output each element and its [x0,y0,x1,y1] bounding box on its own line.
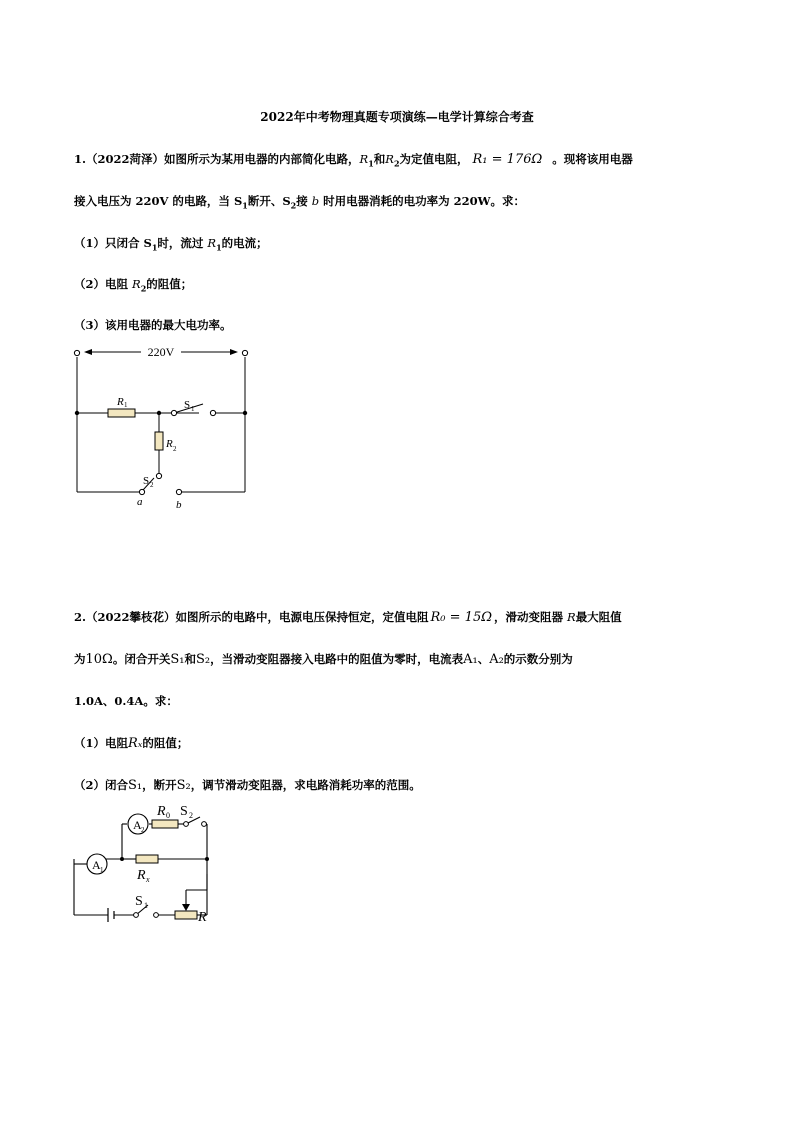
sub: 1 [151,242,158,253]
page-title: 2022年中考物理真题专项演练—电学计算综合考查 [260,110,534,124]
label-s2: S [180,804,188,819]
label-a1-sub: 1 [100,866,104,874]
q2-text: 、 [477,652,490,666]
q1-sub1 [74,236,268,254]
q2-text: 的阻值； [142,736,189,750]
var-r: R [385,152,394,166]
label-s1: S [135,894,143,909]
voltage-label: 220V [147,345,175,359]
q1-line2 [74,194,525,212]
label-a2-sub: 2 [141,826,145,834]
label-r0: R [157,804,166,819]
label-rx-sub: x [146,875,150,884]
q2-text: ，断开 [142,778,177,792]
q1-text: 接 [296,194,312,208]
switch-s1: S₁ [170,652,185,667]
terminal-left [74,350,79,355]
equation-max-r: 10Ω [85,652,113,667]
q2-text: 的示数分别为 [503,652,573,666]
q2-text: 2.（2022攀枝花）如图所示的电路中，电源电压保持恒定，定值电阻 [74,610,429,624]
q1-text: 接入电压为 220V 的电路，当 S [74,194,243,208]
var-r: R [359,152,369,166]
q1-text: 1.（2022菏泽）如图所示为某用电器的内部简化电路， [74,152,360,166]
ammeter-a2: A₂ [489,652,504,667]
label-s2-sub: 2 [189,811,193,820]
q2-text: 为 [74,652,86,666]
q1-text: 时，流过 [157,236,208,250]
q2-text: （2）闭合 [74,778,129,792]
q2-line3: 1.0A、0.4A。求： [74,694,178,708]
label-rx: R [137,868,146,883]
q1-text: 和 [373,152,386,166]
q2-sub1 [74,736,188,751]
resistor-r2 [155,432,163,450]
q2-text: 最大阻值 [575,610,622,624]
label-r: R [198,910,207,925]
q2-text: （1）电阻 [74,736,129,750]
switch-s2: S₂ [195,652,211,667]
q1-text: 的电流； [221,236,268,250]
q1-text: 时用电器消耗的电功率为 220W。求： [319,194,526,208]
rheostat-r [175,911,197,919]
var-b: b [311,194,320,208]
sub: 2 [290,200,297,211]
switch-s2: S₂ [176,778,191,793]
var-r: R [132,277,141,291]
circuit-diagram-2 [62,802,222,930]
label-r1: R [117,396,124,408]
equation-r1: R₁ = 176Ω [472,152,543,167]
q2-text: ，滑动变阻器 [494,610,568,624]
var-r: R [207,236,217,250]
q2-text: ，当滑动变阻器接入电路中的阻值为零时，电流表 [210,652,464,666]
q2-line1 [74,610,622,625]
sub: 1 [368,158,374,169]
label-s2-sub: 2 [150,481,154,489]
label-s1-sub: 1 [144,901,148,910]
ammeter-a1: A₁ [463,652,478,667]
q1-text: 。现将该用电器 [552,152,633,166]
resistor-r1 [108,409,135,417]
q1-text: 的阻值； [146,277,193,291]
q1-text: 断开、S [247,194,291,208]
label-a1: A [92,858,101,872]
equation-r0: R₀ = 15Ω [430,610,492,625]
label-r2-sub: 2 [173,445,177,453]
label-a2: A [133,818,142,832]
label-r2: R [166,438,173,450]
label-s1-sub: 1 [191,405,195,413]
circuit-diagram-1 [66,340,261,515]
sub: 2 [140,283,147,294]
sub: 1 [242,200,248,211]
q2-text: 。闭合开关 [112,652,171,666]
sub: 1 [216,242,222,253]
resistor-r0 [152,820,178,828]
resistor-rx [136,855,158,863]
label-s1: S [184,399,191,411]
q1-sub2 [74,277,192,295]
q1-text: （2）电阻 [74,277,133,291]
terminal-right [242,350,247,355]
q2-text: ，调节滑动变阻器，求电路消耗功率的范围。 [190,778,421,792]
equation-rx: Rₓ [128,736,143,751]
q1-text: （1）只闭合 S [74,236,152,250]
var-r: R [567,610,576,624]
q1-sub3: （3）该用电器的最大电功率。 [74,318,232,332]
label-b: b [176,499,182,511]
label-r0-sub: 0 [166,811,170,820]
sub: 2 [393,158,400,169]
q1-text: 为定值电阻， [399,152,469,166]
label-r1-sub: 1 [124,401,128,409]
q2-text: 和 [184,652,196,666]
q2-line2 [74,652,573,667]
label-s2: S [143,475,150,487]
switch-s1: S₁ [128,778,143,793]
label-a: a [137,496,143,508]
q2-sub2 [74,778,421,793]
q1-line1 [74,152,633,170]
